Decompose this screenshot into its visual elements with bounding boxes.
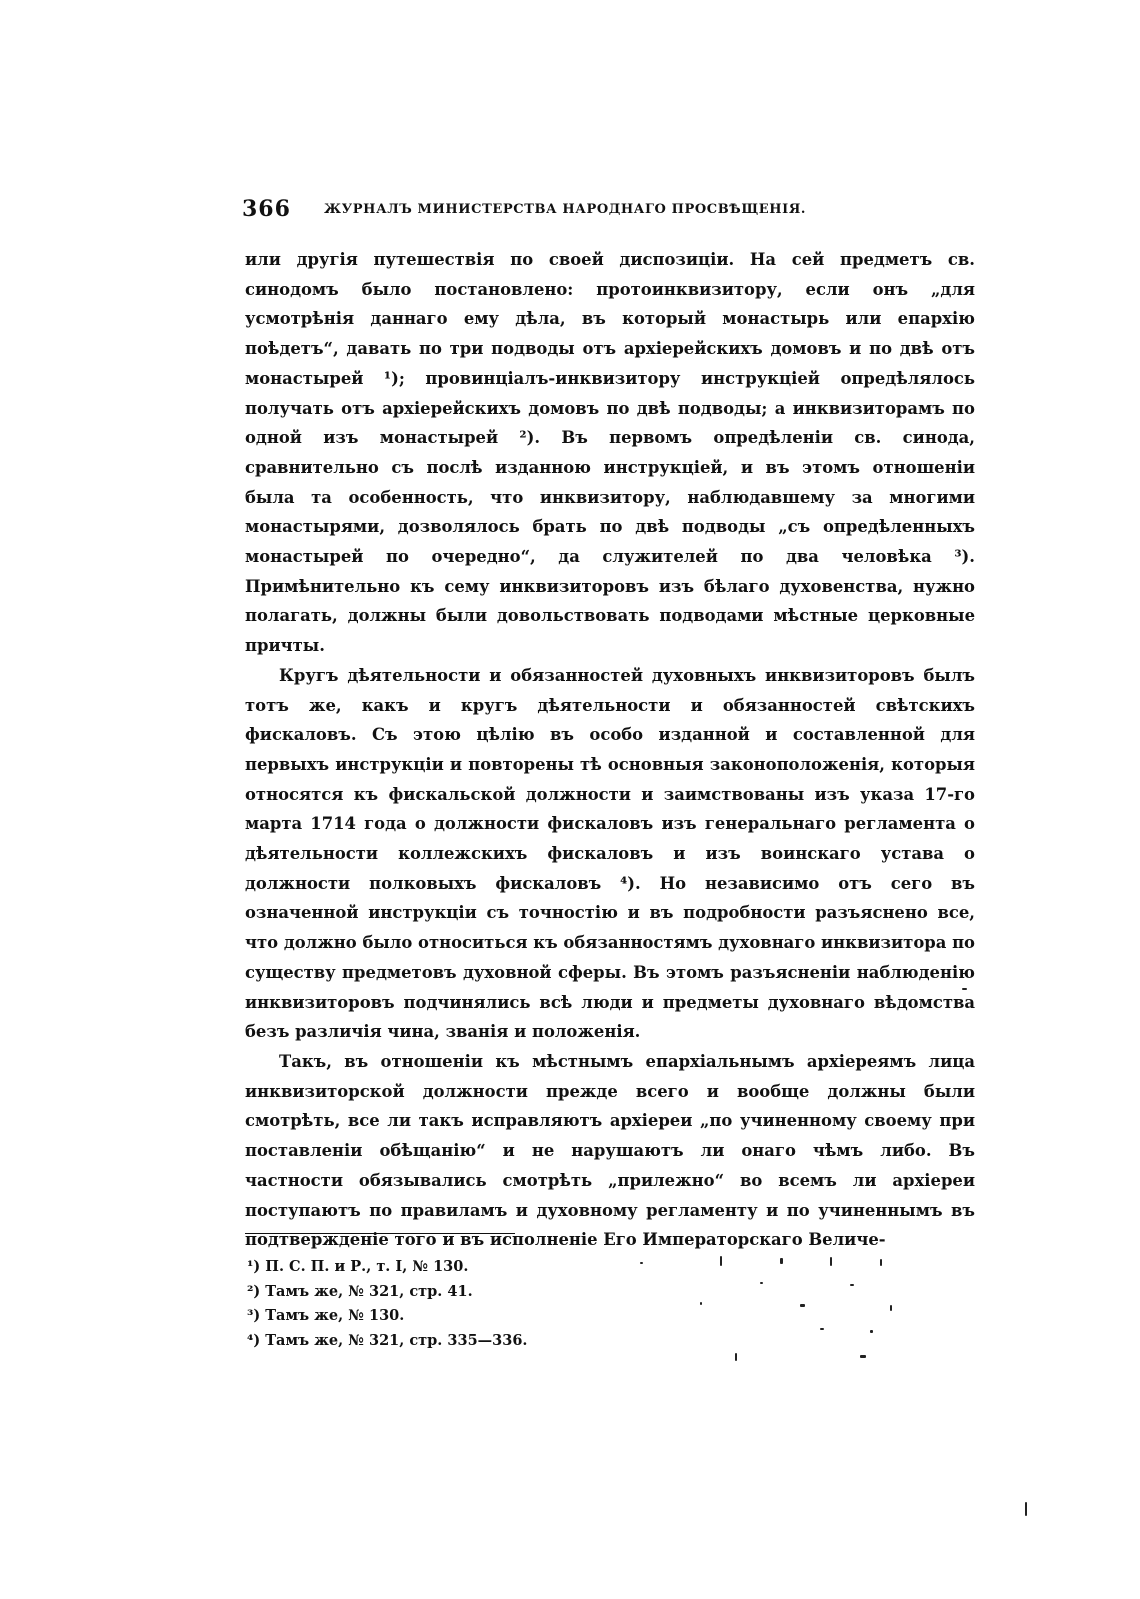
footnote: ²) Тамъ же, № 321, стр. 41. [247, 1282, 473, 1300]
body-text [245, 245, 975, 1255]
page-number: 366 [242, 196, 291, 222]
footnote: ¹) П. С. П. и Р., т. I, № 130. [247, 1258, 469, 1275]
paragraph: Кругъ дѣятельности и обязанностей духовныхъ инквизиторовъ былъ тотъ же, какъ и кругъ дѣятельности и обязанностей свѣтскихъ фискаловъ. Съ этою цѣлію въ особо изданной и составленной для первыхъ инструкціи и повторены тѣ основныя законоположенія, которыя относятся къ фискальской должности и заимствованы изъ указа 17-го марта 1714 года о должности фискаловъ изъ генеральнаго регламента о дѣятельности коллежскихъ фискаловъ и изъ воинскаго устава о должности полковыхъ фискаловъ ⁴). Но независимо отъ сего въ означенной инструкціи съ точностію и въ подробности разъяснено все, что должно было относиться къ обязанностямъ духовнаго инквизитора по существу предметовъ духовной сферы. Въ этомъ разъясненіи наблюденію инквизиторовъ подчинялись всѣ люди и предметы духовнаго вѣдомства безъ различія чина, званія и положенія. [245, 665, 975, 1042]
footnotes [247, 1255, 527, 1353]
footnote-divider [245, 1233, 515, 1234]
running-header [242, 196, 902, 226]
paragraph: или другія путешествія по своей диспозиціи. На сей предметъ св. синодомъ было постановлено: протоинквизитору, если онъ „для усмотрѣнія даннаго ему дѣла, въ который монастырь или епархію поѣдетъ“, давать по три подводы отъ архіерейскихъ домовъ и по двѣ отъ монастырей ¹); провинціалъ-инквизитору инструкціей опредѣлялось получать отъ архіерейскихъ домовъ по двѣ подводы; а инквизиторамъ по одной изъ монастырей ²). Въ первомъ опредѣленіи св. синода, сравнительно съ послѣ изданною инструкціей, и въ этомъ отношеніи была та особенность, что инквизитору, наблюдавшему за многими монастырями, дозволялось брать по двѣ подводы „съ опредѣленныхъ монастырей по очередно“, да служителей по два человѣка ³). Примѣнительно къ сему инквизиторовъ изъ бѣлаго духовенства, нужно полагать, должны были довольствовать подводами мѣстные церковные причты. [245, 250, 975, 656]
paragraph: Такъ, въ отношеніи къ мѣстнымъ епархіальнымъ архіереямъ лица инквизиторской должности прежде всего и вообще должны были смотрѣть, все ли такъ исправляютъ архіереи „по учиненному своему при поставленіи обѣщанію“ и не нарушаютъ ли онаго чѣмъ либо. Въ частности обязывались смотрѣть „прилежно“ во всемъ ли архіереи поступаютъ по правиламъ и духовному регламенту и по учиненнымъ въ подтвержденіе того и въ исполненіе Его Императорскаго Величе- [245, 1051, 975, 1250]
footnote: ⁴) Тамъ же, № 321, стр. 335—336. [247, 1331, 528, 1349]
running-title: ЖУРНАЛЪ МИНИСТЕРСТВА НАРОДНАГО ПРОСВѢЩЕНІЯ. [324, 202, 807, 217]
footnote: ³) Тамъ же, № 130. [247, 1307, 405, 1324]
